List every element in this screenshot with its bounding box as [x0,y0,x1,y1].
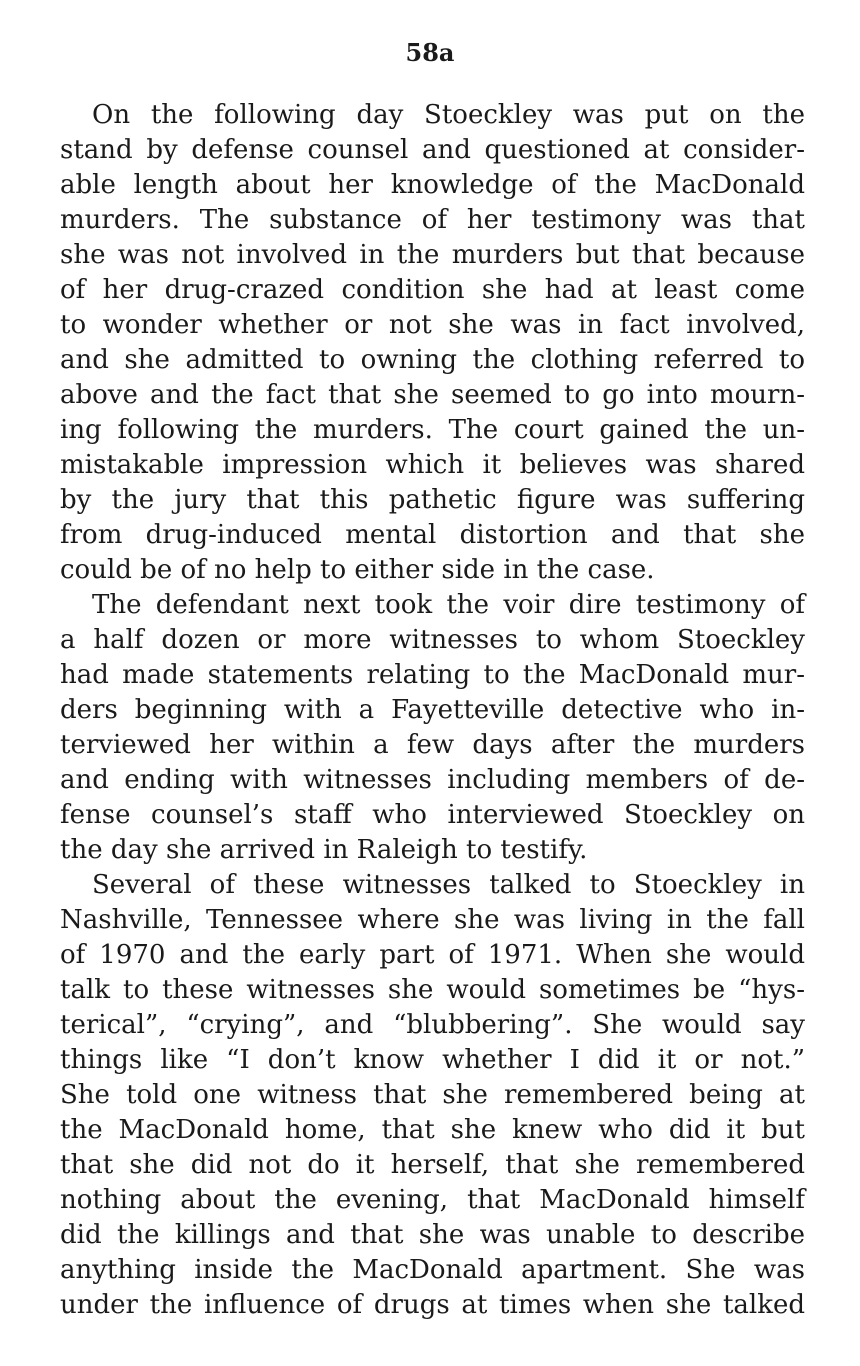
text-line: above and the fact that she seemed to go into mourn- [60,380,805,410]
text-line: did the killings and that she was unable to describe [60,1220,805,1250]
text-line: and she admitted to owning the clothing referred to [60,345,805,375]
text-line: from drug-induced mental distortion and that she [60,520,805,550]
text-line: She told one witness that she remembered being at [60,1080,805,1110]
text-line: terical”, “crying”, and “blubbering”. She would say [60,1010,805,1040]
text-line: to wonder whether or not she was in fact involved, [60,310,805,340]
text-line: talk to these witnesses she would sometimes be “hys- [60,975,805,1005]
text-line: stand by defense counsel and questioned at consider- [60,135,805,165]
text-line: nothing about the evening, that MacDonald himself [60,1185,805,1215]
text-line: under the influence of drugs at times when she talked [60,1290,805,1320]
text-line: fense counsel’s staff who interviewed Stoeckley on [60,800,805,830]
text-line: Several of these witnesses talked to Stoeckley in [92,870,805,900]
text-line: anything inside the MacDonald apartment. She was [60,1255,805,1285]
paragraph-2 [60,588,805,868]
paragraph-1 [60,98,805,588]
text-line: things like “I don’t know whether I did it or not.” [60,1045,805,1075]
text-line: and ending with witnesses including members of de- [60,765,805,795]
text-line: ders beginning with a Fayetteville detective who in- [60,695,805,725]
text-line: could be of no help to either side in the case. [60,555,655,585]
text-line: Nashville, Tennessee where she was living in the fall [60,905,805,935]
text-line: On the following day Stoeckley was put on the [92,100,805,130]
text-line: had made statements relating to the MacDonald mur- [60,660,805,690]
text-line: by the jury that this pathetic figure was suffering [60,485,805,515]
text-line: a half dozen or more witnesses to whom Stoeckley [60,625,805,655]
text-line: she was not involved in the murders but that because [60,240,805,270]
text-line: of 1970 and the early part of 1971. When she would [60,940,805,970]
paragraph-3 [60,868,805,1323]
text-line: mistakable impression which it believes was shared [60,450,805,480]
text-line: of her drug-crazed condition she had at least come [60,275,805,305]
body-text [60,98,805,1323]
text-line: The defendant next took the voir dire testimony of [92,590,805,620]
text-line: the MacDonald home, that she knew who did it but [60,1115,805,1145]
text-line: ing following the murders. The court gained the un- [60,415,805,445]
text-line: able length about her knowledge of the MacDonald [60,170,805,200]
text-line: terviewed her within a few days after the murders [60,730,805,760]
text-line: that she did not do it herself, that she remembered [60,1150,805,1180]
text-line: murders. The substance of her testimony was that [60,205,805,235]
page-number: 58a [405,38,455,67]
text-line: the day she arrived in Raleigh to testify. [60,835,588,865]
